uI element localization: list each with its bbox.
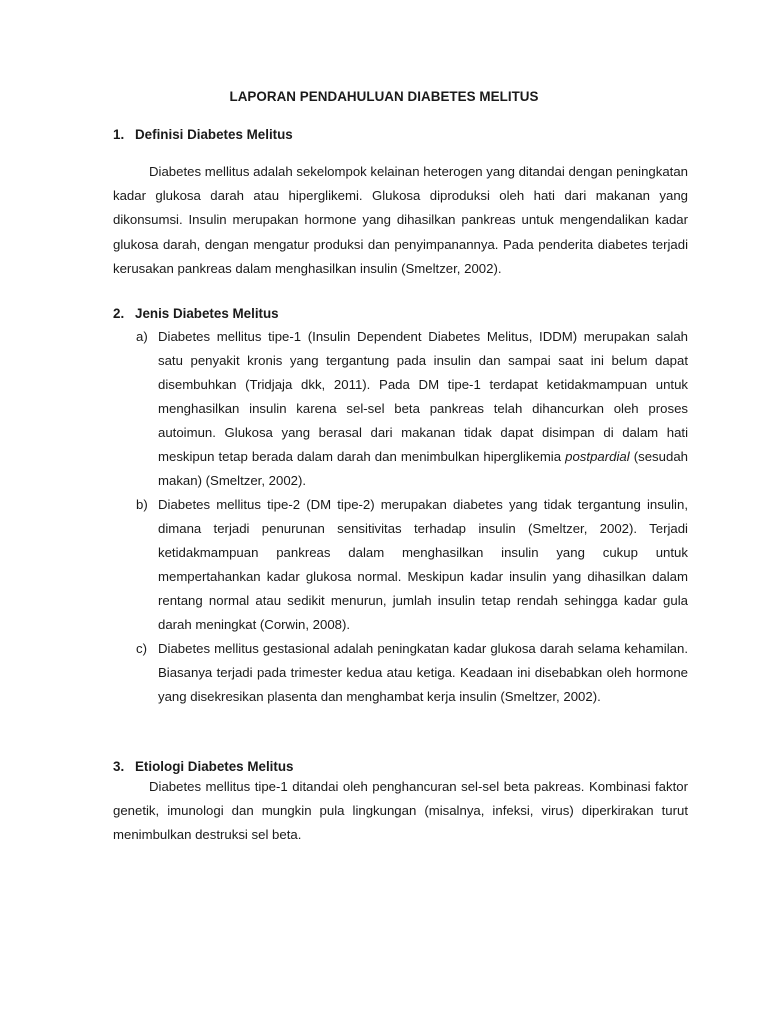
paragraph-text: Diabetes mellitus tipe-1 ditandai oleh penghancuran sel-sel beta pakreas. Kombinasi faktor genetik, imunologi dan mungkin pula lingkungan (misalnya, infeksi, virus) diperkirakan turut menimbulkan destruksi sel beta. bbox=[113, 779, 688, 843]
section-title: Definisi Diabetes Melitus bbox=[135, 127, 293, 142]
section-heading-jenis bbox=[113, 306, 279, 321]
list-marker: c) bbox=[136, 641, 147, 656]
section-paragraph-definisi bbox=[113, 160, 688, 281]
list-marker: b) bbox=[136, 497, 148, 512]
list-item-italic-term: postpardial bbox=[565, 449, 630, 464]
section-paragraph-etiologi bbox=[113, 775, 688, 848]
section-number: 1. bbox=[113, 127, 125, 142]
jenis-list bbox=[136, 325, 688, 709]
list-item-text-after: (sesudah makan) (Smeltzer, 2002). bbox=[158, 449, 688, 488]
section-title: Jenis Diabetes Melitus bbox=[135, 306, 279, 321]
list-item-text: Diabetes mellitus tipe-2 (DM tipe-2) merupakan diabetes yang tidak tergantung insulin, dimana terjadi penurunan sensitivitas terhadap insulin (Smeltzer, 2002). Terjadi ketidakmampuan pankreas dalam menghasilkan insulin yang cukup untuk mempertahankan kadar glukosa normal. Meskipun kadar insulin yang dihasilkan dalam rentang normal atau sedikit menurun, jumlah insulin tetap rendah sehingga kadar gula darah meningkat (Corwin, 2008). bbox=[158, 497, 688, 632]
list-item-text: Diabetes mellitus tipe-1 (Insulin Dependent Diabetes Melitus, IDDM) merupakan salah satu penyakit kronis yang tergantung pada insulin dan sampai saat ini belum dapat disembuhkan (Tridjaja dkk, 2011). Pada DM tipe-1 terdapat ketidakmampuan untuk menghasilkan insulin karena sel-sel beta pankreas telah dihancurkan oleh proses autoimun. Glukosa yang berasal dari makanan tidak dapat disimpan di dalam hati meskipun tetap berada dalam darah dan menimbulkan hiperglikemia bbox=[158, 329, 688, 464]
section-title: Etiologi Diabetes Melitus bbox=[135, 759, 294, 774]
list-marker: a) bbox=[136, 329, 148, 344]
list-item bbox=[136, 325, 688, 493]
list-item bbox=[136, 637, 688, 709]
paragraph-text: Diabetes mellitus adalah sekelompok kelainan heterogen yang ditandai dengan peningkatan kadar glukosa darah atau hiperglikemi. Glukosa diproduksi oleh hati dari makanan yang dikonsumsi. Insulin merupakan hormone yang dihasilkan pankreas untuk mengendalikan kadar glukosa darah, dengan mengatur produksi dan penyimpanannya. Pada penderita diabetes terjadi kerusakan pankreas dalam menghasilkan insulin (Smeltzer, 2002). bbox=[113, 164, 688, 276]
section-heading-definisi bbox=[113, 127, 293, 142]
list-item bbox=[136, 493, 688, 637]
section-number: 2. bbox=[113, 306, 125, 321]
document-title: LAPORAN PENDAHULUAN DIABETES MELITUS bbox=[229, 89, 539, 104]
list-item-text: Diabetes mellitus gestasional adalah peningkatan kadar glukosa darah selama kehamilan. Biasanya terjadi pada trimester kedua atau ketiga. Keadaan ini disebabkan oleh hormone yang disekresikan plasenta dan menghambat kerja insulin (Smeltzer, 2002). bbox=[158, 641, 688, 704]
section-number: 3. bbox=[113, 759, 125, 774]
section-heading-etiologi bbox=[113, 759, 293, 774]
